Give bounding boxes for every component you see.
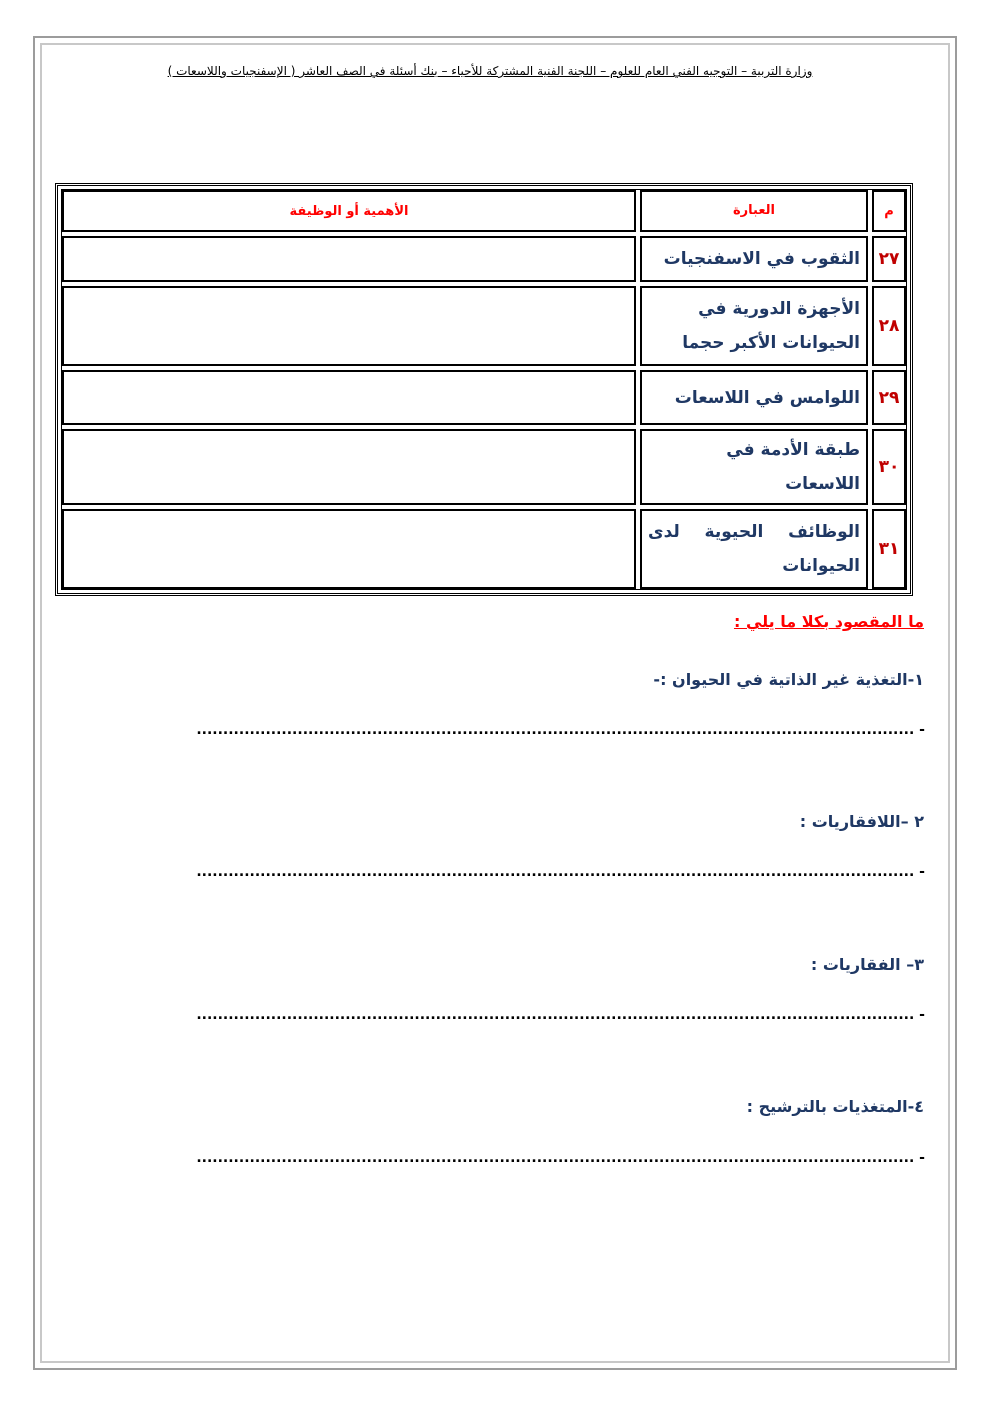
table-row (62, 509, 906, 589)
definition-question-2: ٢ –اللافقاريات : (799, 812, 924, 831)
row-answer-cell[interactable] (62, 509, 636, 589)
row-answer-cell[interactable] (62, 286, 636, 366)
definition-question-1: ١-التغذية غير الذاتية في الحيوان :- (653, 670, 924, 689)
row-statement: الوظائف الحيوية لدى الحيوانات (640, 509, 868, 589)
table-row (62, 286, 906, 366)
answer-line-1[interactable]: - ....................................................................................................................................... (196, 722, 925, 738)
row-num: ٢٨ (872, 286, 906, 366)
answer-line-3[interactable]: - ....................................................................................................................................... (196, 1007, 925, 1023)
header-function: الأهمية أو الوظيفة (62, 190, 636, 232)
row-num: ٣١ (872, 509, 906, 589)
header-num: م (872, 190, 906, 232)
row-statement: طبقة الأدمة في اللاسعات (640, 429, 868, 505)
table-row (62, 370, 906, 425)
table-header-row (62, 190, 906, 232)
definition-question-4: ٤-المتغذيات بالترشيح : (746, 1097, 924, 1116)
row-num: ٢٧ (872, 236, 906, 282)
row-num: ٣٠ (872, 429, 906, 505)
page-header: وزارة التربية – التوجيه الفني العام للعلوم – اللجنة الفنية المشتركة للأحياء – بنك أسئلة في الصف العاشر ( الإسفنجيات واللاسعات ) (167, 64, 813, 78)
row-answer-cell[interactable] (62, 429, 636, 505)
row-statement: الأجهزة الدورية في الحيوانات الأكبر حجما (640, 286, 868, 366)
row-statement: اللوامس في اللاسعات (640, 370, 868, 425)
definition-question-3: ٣– الفقاريات : (810, 955, 924, 974)
table-row (62, 429, 906, 505)
header-statement: العبارة (640, 190, 868, 232)
definitions-title: ما المقصود بكلا ما يلي : (733, 612, 924, 631)
row-statement: الثقوب في الاسفنجيات (640, 236, 868, 282)
row-answer-cell[interactable] (62, 370, 636, 425)
answer-line-4[interactable]: - ....................................................................................................................................... (196, 1150, 925, 1166)
table-row (62, 236, 906, 282)
answer-line-2[interactable]: - ....................................................................................................................................... (196, 864, 925, 880)
row-answer-cell[interactable] (62, 236, 636, 282)
questions-table (55, 183, 913, 596)
row-num: ٢٩ (872, 370, 906, 425)
